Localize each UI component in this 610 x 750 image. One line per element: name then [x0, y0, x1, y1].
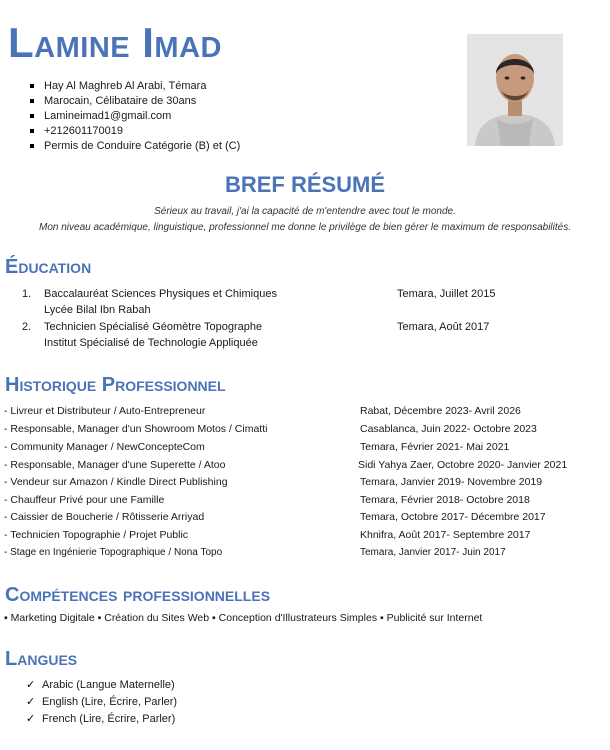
job-title: - Vendeur sur Amazon / Kindle Direct Publishing	[4, 476, 228, 488]
bullet-icon	[30, 99, 34, 103]
job-place-date: Casablanca, Juin 2022- Octobre 2023	[360, 423, 537, 435]
job-place-date: Temara, Février 2021- Mai 2021	[360, 441, 510, 453]
job-title: - Responsable, Manager d'un Showroom Motos / Cimatti	[4, 423, 268, 435]
education-place: Temara, Août 2017	[397, 321, 490, 333]
profile-photo	[467, 34, 563, 146]
contact-phone[interactable]: +212601170019	[30, 124, 240, 139]
education-degree: Baccalauréat Sciences Physiques et Chimiques	[44, 288, 277, 300]
education-degree: Technicien Spécialisé Géomètre Topographe	[44, 321, 263, 333]
education-number: 1.	[22, 288, 32, 300]
bullet-icon	[30, 114, 34, 118]
summary-line-2: Mon niveau académique, linguistique, professionnel me donne le privilège de bien gérer le maximum de responsabilités.	[39, 222, 571, 233]
job-place-date: Temara, Octobre 2017- Décembre 2017	[360, 511, 546, 523]
job-place-date: Temara, Février 2018- Octobre 2018	[360, 494, 530, 506]
job-place-date: Rabat, Décembre 2023- Avril 2026	[360, 405, 521, 417]
languages-title: Langues	[5, 648, 78, 670]
summary-title: BREF RÉSUMÉ	[224, 172, 386, 197]
job-title: - Technicien Topographie / Projet Public	[4, 529, 189, 541]
contact-email[interactable]: Lamineimad1@gmail.com	[30, 109, 240, 124]
contact-license: Permis de Conduire Catégorie (B) et (C)	[30, 139, 240, 154]
job-title: - Livreur et Distributeur / Auto-Entrepreneur	[4, 405, 206, 417]
bullet-icon	[30, 84, 34, 88]
job-title: - Stage en Ingénierie Topographique / Nona Topo	[4, 547, 223, 558]
job-title: - Caissier de Boucherie / Rôtisserie Arriyad	[4, 511, 205, 523]
summary-line-1: Sérieux au travail, j'ai la capacité de m'entendre avec tout le monde.	[154, 206, 456, 217]
contact-status: Marocain, Célibataire de 30ans	[30, 94, 240, 109]
education-school: Lycée Bilal Ibn Rabah	[44, 304, 151, 316]
bullet-icon	[30, 129, 34, 133]
education-school: Institut Spécialisé de Technologie Appliquée	[44, 337, 258, 349]
checkmark-icon: ✓	[26, 696, 36, 708]
job-place-date: Temara, Janvier 2019- Novembre 2019	[360, 476, 543, 488]
job-title: - Community Manager / NewConcepteCom	[4, 441, 205, 453]
language-item: ✓ Arabic (Langue Maternelle)	[26, 677, 175, 694]
job-place-date: Sidi Yahya Zaer, Octobre 2020- Janvier 2021	[358, 459, 568, 471]
contact-list	[30, 79, 240, 154]
checkmark-icon: ✓	[26, 713, 36, 725]
contact-address: Hay Al Maghreb Al Arabi, Témara	[30, 79, 240, 94]
experience-title: Historique Professionnel	[5, 374, 226, 396]
job-title: - Responsable, Manager d'une Superette / Atoo	[4, 459, 226, 471]
language-item: ✓ French (Lire, Écrire, Parler)	[26, 711, 175, 728]
education-number: 2.	[22, 321, 32, 333]
bullet-icon	[30, 144, 34, 148]
language-item: ✓ English (Lire, Écrire, Parler)	[26, 694, 177, 711]
checkmark-icon: ✓	[26, 679, 36, 691]
education-title: Éducation	[5, 256, 92, 278]
job-place-date: Temara, Janvier 2017- Juin 2017	[360, 547, 506, 558]
skills-list: ▪ Marketing Digitale ▪ Création du Sites Web ▪ Conception d'Illustrateurs Simples ▪ Publicité sur Internet	[4, 612, 483, 624]
skills-title: Compétences professionnelles	[5, 584, 271, 606]
job-title: - Chauffeur Privé pour une Famille	[4, 494, 165, 506]
candidate-name: Lamine Imad	[8, 19, 222, 66]
job-place-date: Khnifra, Août 2017- Septembre 2017	[360, 529, 531, 541]
education-place: Temara, Juillet 2015	[397, 288, 496, 300]
